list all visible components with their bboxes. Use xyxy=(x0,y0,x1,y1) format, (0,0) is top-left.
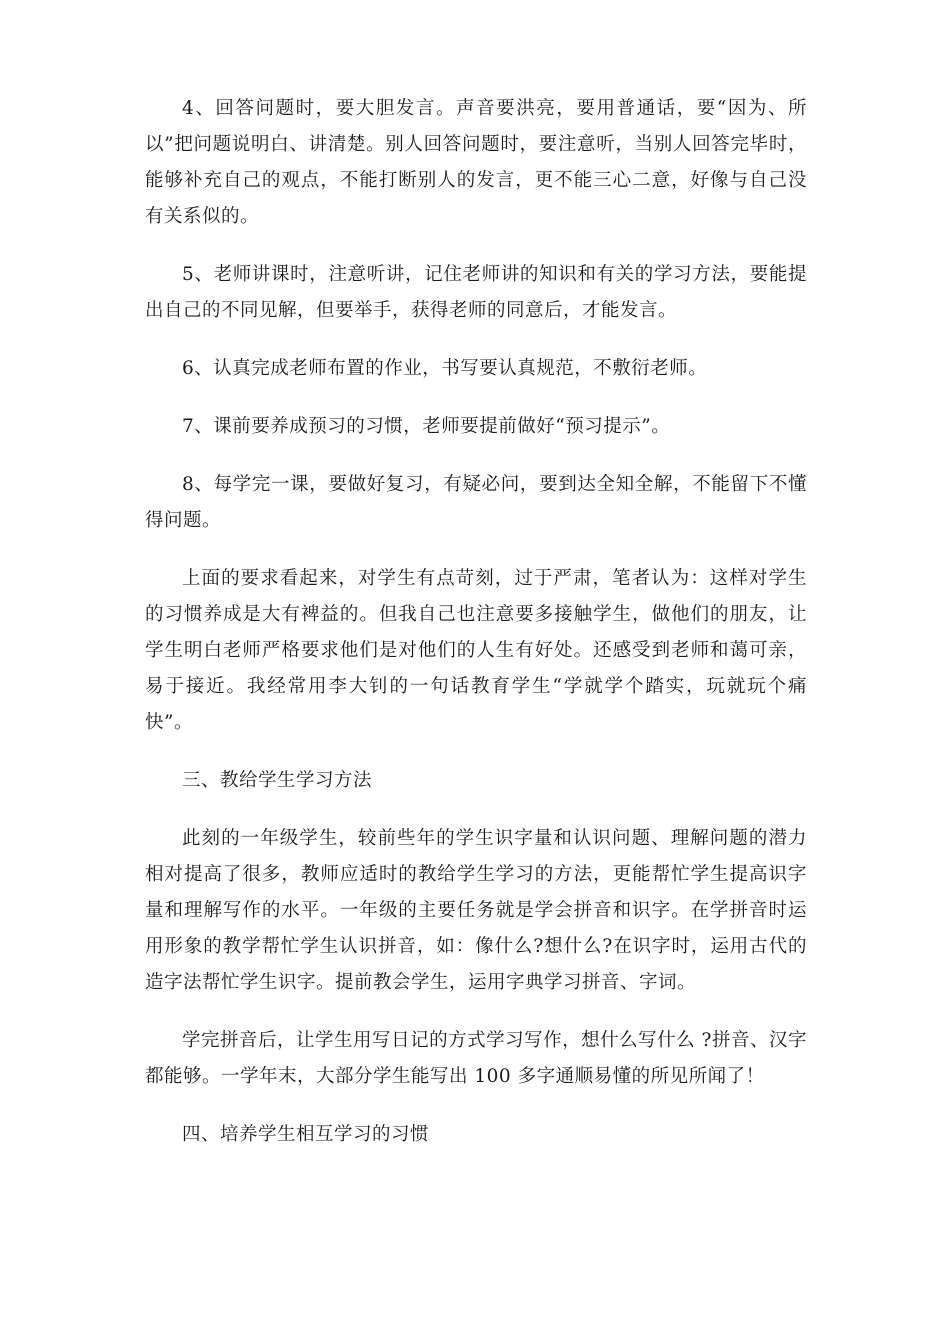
paragraph-item-4: 4、回答问题时，要大胆发言。声音要洪亮，要用普通话，要“因为、所以”把问题说明白、讲清楚。别人回答问题时，要注意听，当别人回答完毕时，能够补充自己的观点，不能打断别人的发言，更不能三心二意，好像与自己没有关系似的。 xyxy=(145,98,807,227)
paragraph-writing: 学完拼音后，让学生用写日记的方式学习写作，想什么写什么 ?拼音、汉字都能够。一学年末，大部分学生能写出 100 多字通顺易懂的所见所闻了！ xyxy=(145,1030,807,1087)
paragraph-item-8: 8、每学完一课，要做好复习，有疑必问，要到达全知全解，不能留下不懂得问题。 xyxy=(145,474,807,531)
section-heading-3: 三、教给学生学习方法 xyxy=(182,770,373,791)
paragraph-item-5: 5、老师讲课时，注意听讲，记住老师讲的知识和有关的学习方法，要能提出自己的不同见解，但要举手，获得老师的同意后，才能发言。 xyxy=(145,264,807,321)
paragraph-item-6: 6、认真完成老师布置的作业，书写要认真规范，不敷衍老师。 xyxy=(182,358,708,379)
section-heading-4: 四、培养学生相互学习的习惯 xyxy=(182,1124,430,1145)
document-body xyxy=(145,91,807,1175)
paragraph-summary: 上面的要求看起来，对学生有点苛刻，过于严肃，笔者认为：这样对学生的习惯养成是大有裨益的。但我自己也注意要多接触学生，做他们的朋友，让学生明白老师严格要求他们是对他们的人生有好处。还感受到老师和蔼可亲，易于接近。我经常用李大钊的一句话教育学生“学就学个踏实，玩就玩个痛快”。 xyxy=(145,568,807,733)
paragraph-methods: 此刻的一年级学生，较前些年的学生识字量和认识问题、理解问题的潜力相对提高了很多，教师应适时的教给学生学习的方法，更能帮忙学生提高识字量和理解写作的水平。一年级的主要任务就是学会拼音和识字。在学拼音时运用形象的教学帮忙学生认识拼音，如：像什么?想什么?在识字时，运用古代的造字法帮忙学生识字。提前教会学生，运用字典学习拼音、字词。 xyxy=(145,828,807,993)
paragraph-item-7: 7、课前要养成预习的习惯，老师要提前做好“预习提示”。 xyxy=(182,416,671,437)
